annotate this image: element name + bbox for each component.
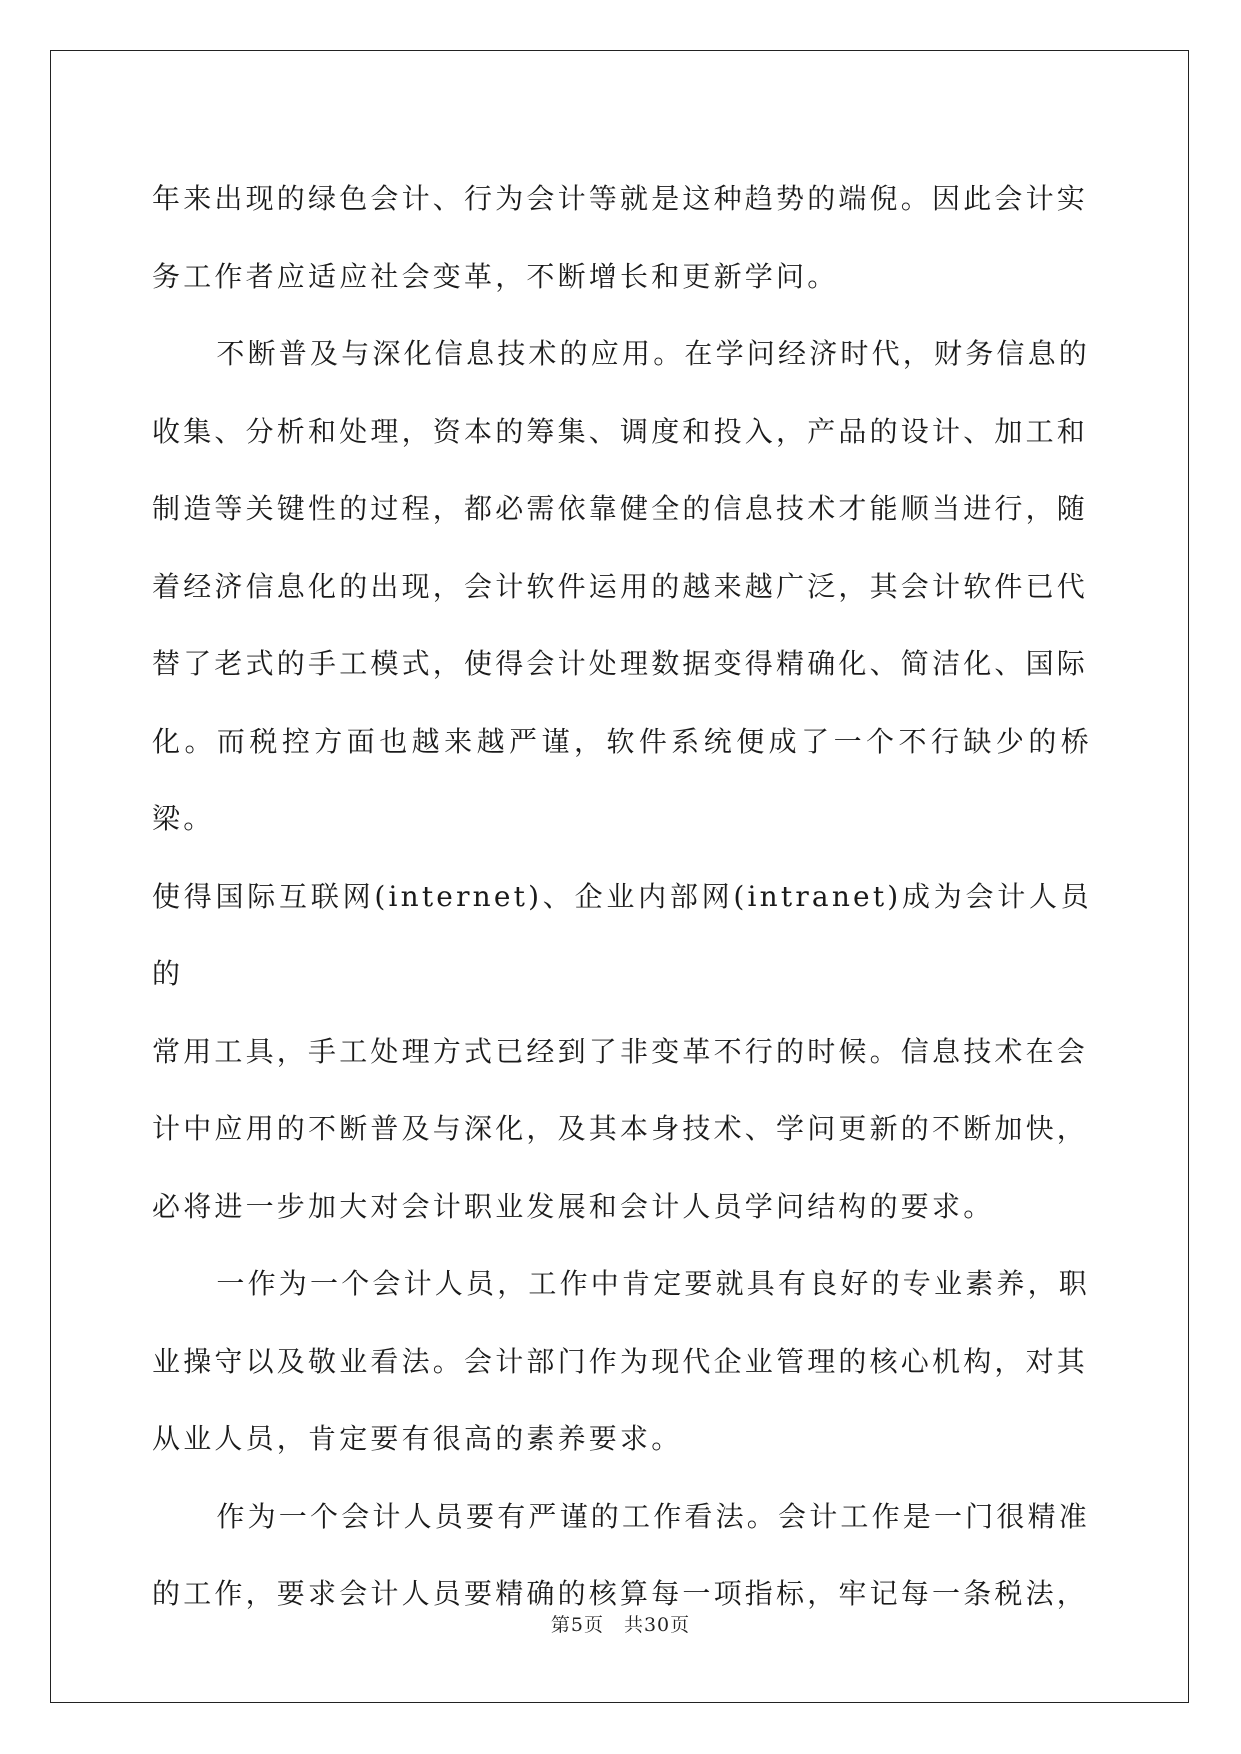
text-line: 制造等关键性的过程，都必需依靠健全的信息技术才能顺当进行，随 [152,492,1089,525]
text-line: 着经济信息化的出现，会计软件运用的越来越广泛，其会计软件已代 [152,569,1089,603]
text-line: 务工作者应适应社会变革，不断增长和更新学问。 [152,259,839,293]
text-line: 常用工具，手工处理方式已经到了非变革不行的时候。信息技术在会 [152,1034,1089,1068]
paragraph-2 [152,315,1092,1245]
document-body [152,160,1092,1633]
text-line: 的工作，要求会计人员要精确的核算每一项指标，牢记每一条税法， [152,1577,1089,1610]
text-line: 年来出现的绿色会计、行为会计等就是这种趋势的端倪。因此会计实 [152,182,1089,215]
text-line: 作为一个会计人员要有严谨的工作看法。会计工作是一门很精准 [216,1499,1090,1533]
text-line: 收集、分析和处理，资本的筹集、调度和投入，产品的设计、加工和 [152,414,1089,448]
text-line: 替了老式的手工模式，使得会计处理数据变得精确化、简洁化、国际 [152,647,1089,680]
paragraph-1 [152,160,1092,315]
text-line: 计中应用的不断普及与深化，及其本身技术、学问更新的不断加快， [152,1112,1089,1145]
page-number-footer: 第5页 共30页 [550,1614,691,1636]
text-line: 从业人员，肯定要有很高的素养要求。 [152,1422,683,1455]
text-line: 必将进一步加大对会计职业发展和会计人员学问结构的要求。 [152,1189,995,1223]
text-line: 使得国际互联网(internet)、企业内部网(intranet)成为会计人员的 [152,879,1092,990]
text-line: 化。而税控方面也越来越严谨，软件系统便成了一个不行缺少的桥梁。 [152,724,1092,835]
text-line: 不断普及与深化信息技术的应用。在学问经济时代，财务信息的 [216,337,1090,370]
text-line: 一作为一个会计人员，工作中肯定要就具有良好的专业素养，职 [216,1267,1090,1300]
text-line: 业操守以及敬业看法。会计部门作为现代企业管理的核心机构，对其 [152,1344,1089,1378]
paragraph-3 [152,1245,1092,1478]
